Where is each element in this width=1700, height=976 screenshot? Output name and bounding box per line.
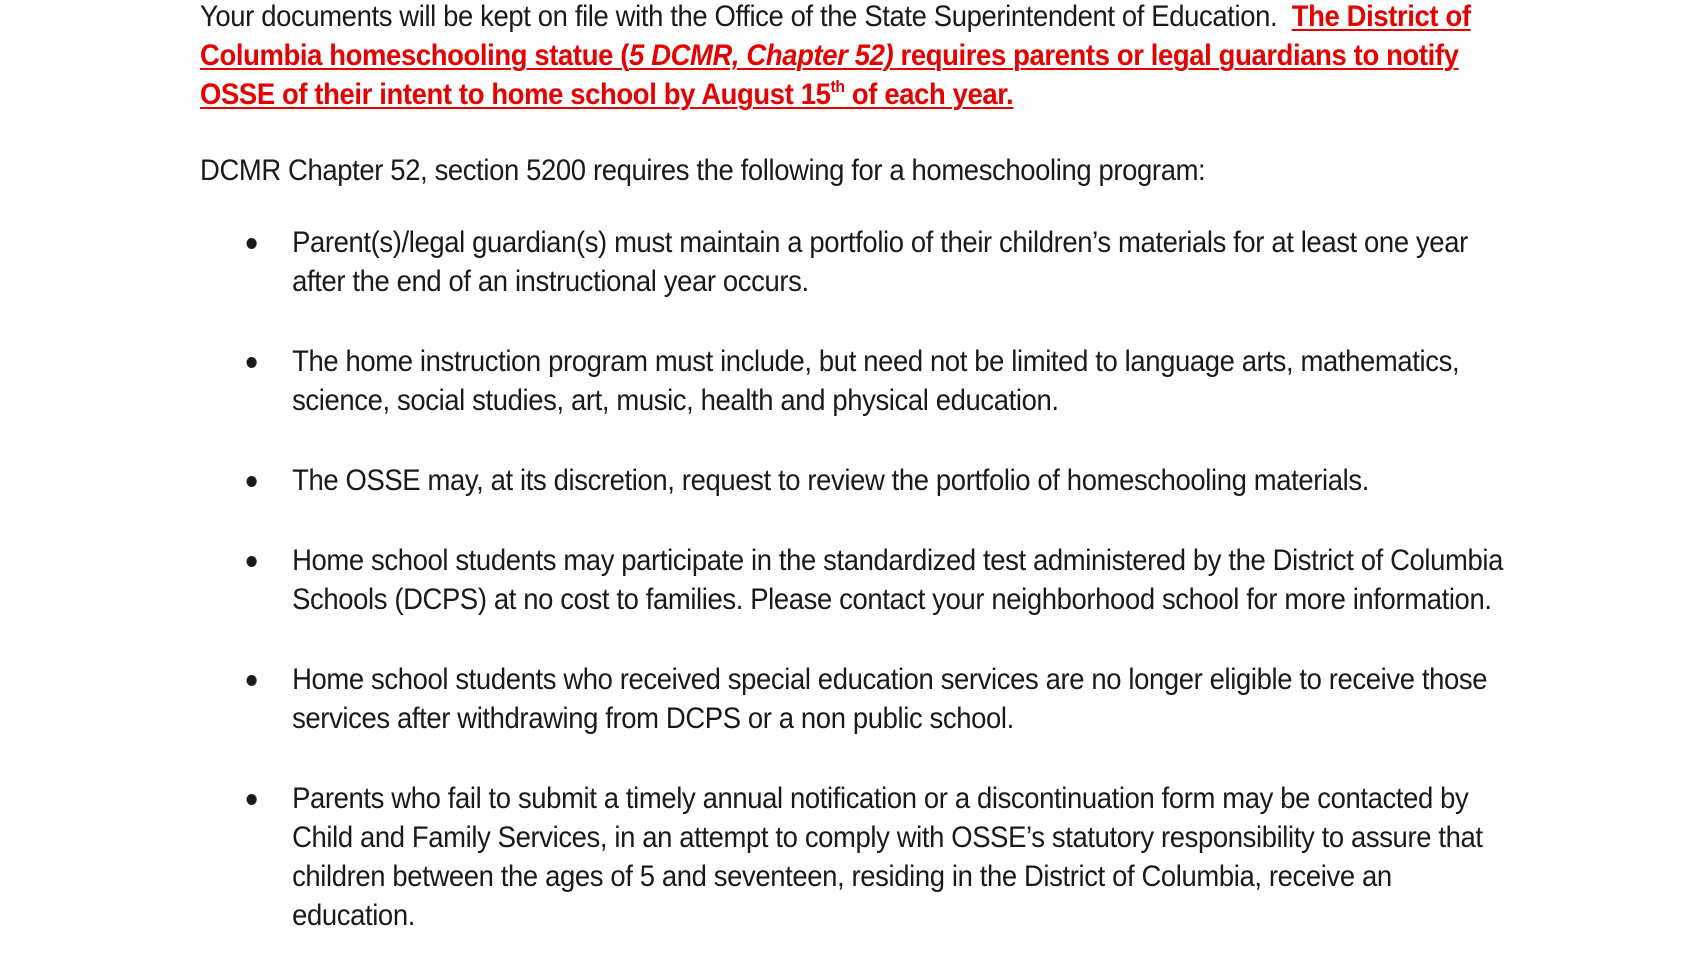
notice-citation: 5 DCMR, Chapter 52): [628, 39, 894, 72]
list-item-text: Home school students may participate in the standardized test administered by the District of Columbia Schools (DCPS) at no cost to families. Please contact your neighborhood school for more information.: [292, 544, 1504, 616]
list-item-text: The home instruction program must include, but need not be limited to language arts, mathematics, science, social studies, art, music, health and physical education.: [292, 345, 1460, 417]
notice-paragraph: [200, 0, 1521, 114]
requirements-intro: DCMR Chapter 52, section 5200 requires the following for a homeschooling program:: [200, 154, 1206, 187]
bullet-icon: [247, 238, 257, 249]
intro-sentence: Your documents will be kept on file with the Office of the State Superintendent of Education.: [200, 0, 1278, 33]
list-item: [200, 461, 1521, 500]
list-item: [200, 541, 1521, 619]
bullet-icon: [247, 357, 257, 368]
bullet-icon: [247, 794, 257, 805]
list-item: [200, 223, 1521, 301]
bullet-icon: [247, 476, 257, 487]
notice-superscript: th: [830, 77, 845, 96]
list-item-text: Parents who fail to submit a timely annual notification or a discontinuation form may be contacted by Child and Family Services, in an attempt to comply with OSSE’s statutory responsibility to assure that children between the ages of 5 and seventeen, residing in the District of Columbia, receive an education.: [292, 782, 1483, 932]
notice-part1: The District of Columbia homeschooling statue (: [200, 0, 1471, 72]
bullet-icon: [247, 556, 257, 567]
requirements-list: [200, 223, 1521, 935]
notice-part2: requires parents or legal guardians to notify OSSE of their intent to home school by August 15: [200, 39, 1459, 111]
notice-part3: of each year.: [844, 78, 1014, 111]
list-item: [200, 342, 1521, 420]
document-page: [200, 0, 1521, 976]
list-item-text: Home school students who received special education services are no longer eligible to receive those services after withdrawing from DCPS or a non public school.: [292, 663, 1488, 735]
bullet-icon: [247, 675, 257, 686]
list-item-text: Parent(s)/legal guardian(s) must maintain a portfolio of their children’s materials for at least one year after the end of an instructional year occurs.: [292, 226, 1468, 298]
list-item-text: The OSSE may, at its discretion, request to review the portfolio of homeschooling materials.: [292, 464, 1369, 497]
list-item: [200, 779, 1521, 935]
list-item: [200, 660, 1521, 738]
